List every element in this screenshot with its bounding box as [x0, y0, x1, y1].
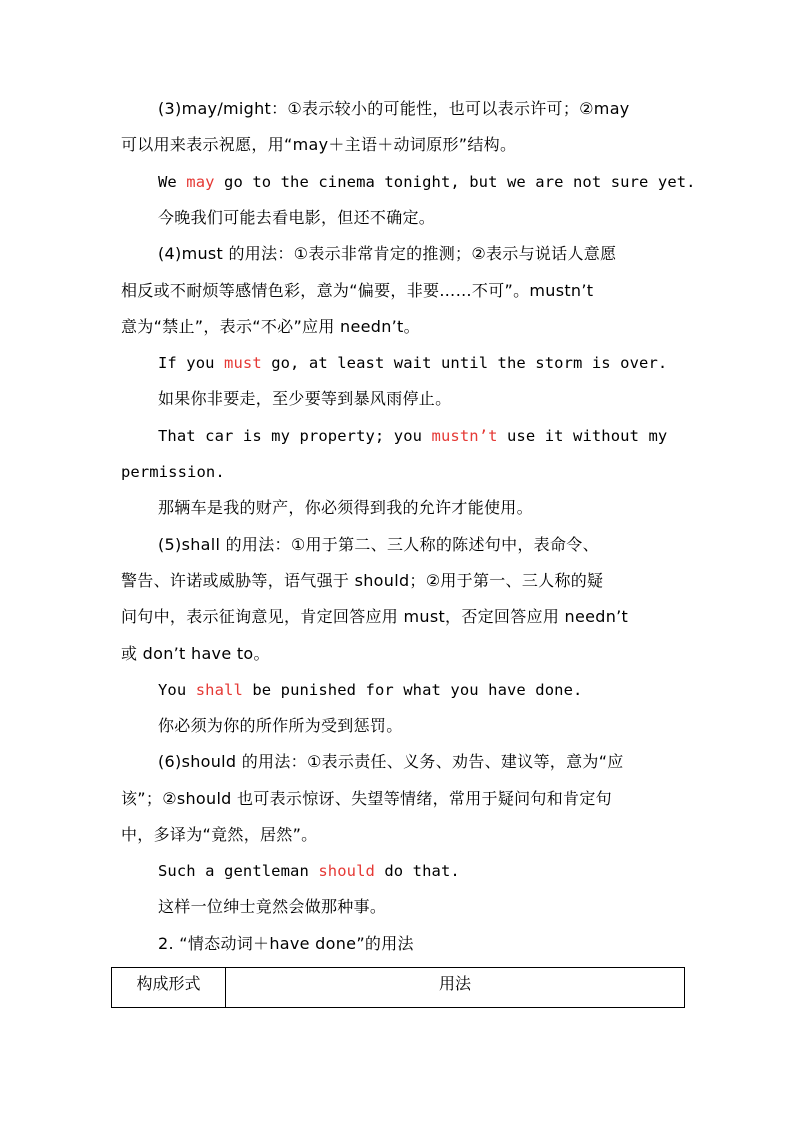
- highlight-should: should: [318, 862, 375, 880]
- paragraph-should-line2: 该”；②should 也可表示惊讶、失望等情绪，常用于疑问句和肯定句: [121, 789, 612, 808]
- paragraph-must-line3: 意为“禁止”，表示“不必”应用 needn’t。: [121, 317, 420, 336]
- paragraph-shall-line3: 问句中，表示征询意见，肯定回答应用 must，否定回答应用 needn’t: [121, 607, 629, 626]
- table-header-row: [112, 968, 685, 1008]
- paragraph-should-line1: (6)should 的用法：①表示责任、义务、劝告、建议等，意为“应: [158, 752, 624, 771]
- highlight-must: must: [224, 354, 262, 372]
- example-sentence-may: We may go to the cinema tonight, but we are not sure yet.: [158, 173, 696, 191]
- paragraph-must-line1: (4)must 的用法：①表示非常肯定的推测；②表示与说话人意愿: [158, 244, 617, 263]
- table-header-usage: 用法: [226, 968, 685, 1008]
- translation-shall: 你必须为你的所作所为受到惩罚。: [158, 716, 403, 735]
- example-sentence-mustnt-line1: That car is my property; you mustn’t use it without my: [158, 427, 668, 445]
- paragraph-shall-line2: 警告、许诺或威胁等，语气强于 should；②用于第一、三人称的疑: [121, 571, 604, 590]
- translation-should: 这样一位绅士竟然会做那种事。: [158, 897, 387, 916]
- section-heading-2: 2. “情态动词＋have done”的用法: [158, 934, 414, 953]
- paragraph-may-might-line1: (3)may/might：①表示较小的可能性，也可以表示许可；②may: [158, 99, 630, 118]
- paragraph-may-might-line2: 可以用来表示祝愿，用“may＋主语＋动词原形”结构。: [121, 135, 517, 154]
- example-sentence-must: If you must go, at least wait until the storm is over.: [158, 354, 668, 372]
- translation-may: 今晚我们可能去看电影，但还不确定。: [158, 208, 436, 227]
- highlight-shall: shall: [195, 681, 243, 699]
- paragraph-should-line3: 中，多译为“竟然，居然”。: [121, 825, 318, 844]
- translation-mustnt: 那辆车是我的财产，你必须得到我的允许才能使用。: [158, 498, 533, 517]
- paragraph-must-line2: 相反或不耐烦等感情色彩，意为“偏要，非要……不可”。mustn’t: [121, 281, 594, 300]
- paragraph-shall-line4: 或 don’t have to。: [121, 644, 270, 663]
- example-sentence-shall: You shall be punished for what you have done.: [158, 681, 583, 699]
- paragraph-shall-line1: (5)shall 的用法：①用于第二、三人称的陈述句中，表命令、: [158, 535, 599, 554]
- usage-table: [111, 967, 685, 1008]
- example-sentence-should: Such a gentleman should do that.: [158, 862, 460, 880]
- translation-must: 如果你非要走，至少要等到暴风雨停止。: [158, 389, 452, 408]
- highlight-may: may: [186, 173, 215, 191]
- example-sentence-mustnt-line2: permission.: [121, 463, 225, 481]
- table-header-form: 构成形式: [112, 968, 226, 1008]
- highlight-mustnt: mustn’t: [431, 427, 498, 445]
